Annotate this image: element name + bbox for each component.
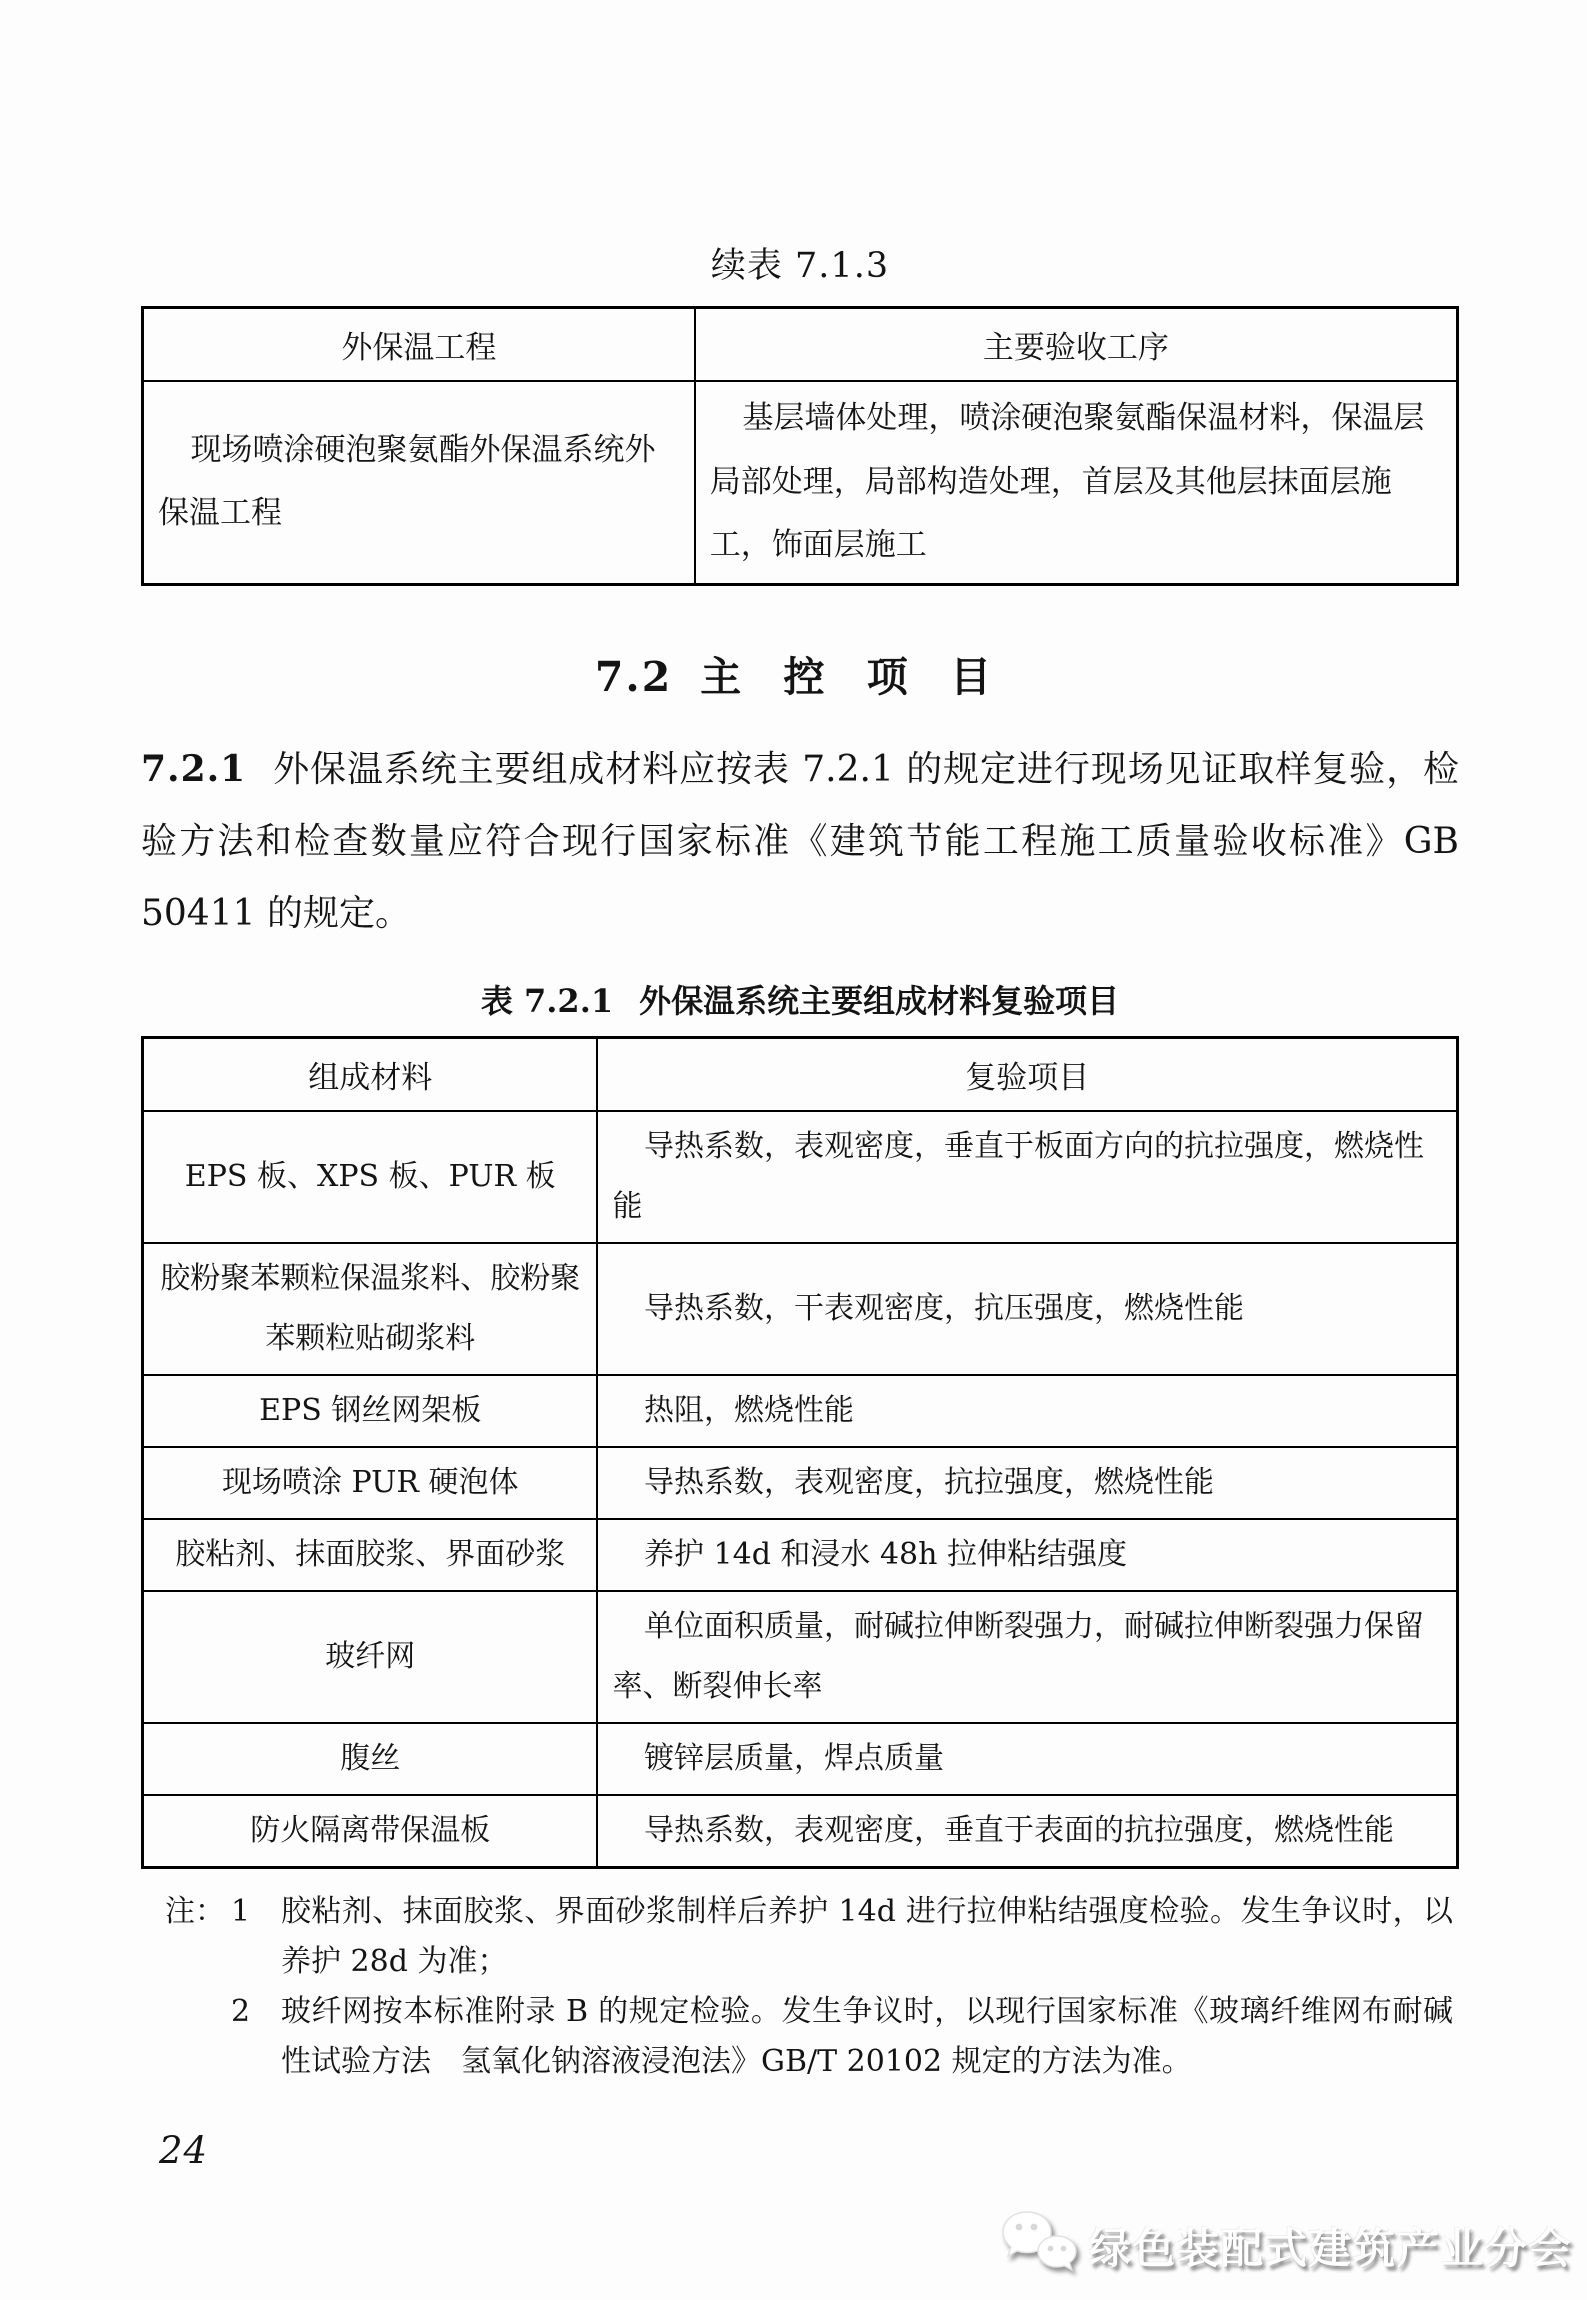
cell-items: 养护 14d 和浸水 48h 拉伸粘结强度 [597,1519,1457,1591]
cell-component: 玻纤网 [143,1591,598,1723]
cell-component: EPS 钢丝网架板 [143,1375,598,1447]
note-text: 玻纤网按本标准附录 B 的规定检验。发生争议时，以现行国家标准《玻璃纤维网布耐碱性试验方法 氢氧化钠溶液浸泡法》GB/T 20102 规定的方法为准。 [281,1993,1453,2079]
cell-items: 镀锌层质量，焊点质量 [597,1723,1457,1795]
column-header-component: 组成材料 [143,1037,598,1111]
table-row [143,1723,1458,1795]
table-row [143,1591,1458,1723]
cell-items: 导热系数，干表观密度，抗压强度，燃烧性能 [597,1243,1457,1375]
table-row [143,381,1458,584]
continued-table-title: 续表 7.1.3 [710,246,890,286]
cell-items: 导热系数，表观密度，垂直于板面方向的抗拉强度，燃烧性能 [597,1111,1457,1243]
table-notes [141,1887,1459,2087]
column-header-items: 复验项目 [597,1037,1457,1111]
cell-component: 胶粉聚苯颗粒保温浆料、胶粉聚苯颗粒贴砌浆料 [143,1243,598,1375]
section-heading [141,644,1459,703]
table-caption-number: 表 7.2.1 [480,981,614,1020]
column-header-procedure: 主要验收工序 [695,308,1458,382]
table-header-row [143,308,1458,382]
cell-items: 导热系数，表观密度，垂直于表面的抗拉强度，燃烧性能 [597,1795,1457,1868]
table-header-row [143,1037,1458,1111]
table-row [143,1795,1458,1868]
cell-items: 单位面积质量，耐碱拉伸断裂强力，耐碱拉伸断裂强力保留率、断裂伸长率 [597,1591,1457,1723]
clause-paragraph [141,733,1459,950]
table-row [143,1375,1458,1447]
reinspection-table [141,1036,1459,1869]
column-header-material: 外保温工程 [143,308,695,382]
cell-items: 导热系数，表观密度，抗拉强度，燃烧性能 [597,1447,1457,1519]
cell-material: 现场喷涂硬泡聚氨酯外保温系统外保温工程 [143,381,695,584]
cell-component: EPS 板、XPS 板、PUR 板 [143,1111,598,1243]
cell-items: 热阻，燃烧性能 [597,1375,1457,1447]
watermark-text: 绿色装配式建筑产业分会 [1088,2224,1573,2273]
page-number: 24 [159,2128,209,2172]
table-row [143,1243,1458,1375]
continued-table [141,306,1459,586]
table-row [143,1519,1458,1591]
cell-component: 胶粘剂、抹面胶浆、界面砂浆 [143,1519,598,1591]
notes-label: 注： [165,1893,225,1929]
section-number: 7.2 [594,652,673,701]
table-row [143,1111,1458,1243]
cell-component: 现场喷涂 PUR 硬泡体 [143,1447,598,1519]
note-item [165,1987,1459,2087]
table-row [143,1447,1458,1519]
note-number: 2 [231,1993,251,2029]
wechat-icon [1001,2210,1079,2282]
clause-number: 7.2.1 [141,747,247,790]
cell-component: 腹丝 [143,1723,598,1795]
clause-text: 外保温系统主要组成材料应按表 7.2.1 的规定进行现场见证取样复验，检验方法和检查数量应符合现行国家标准《建筑节能工程施工质量验收标准》GB 50411 的规定。 [141,748,1459,934]
note-text: 胶粘剂、抹面胶浆、界面砂浆制样后养护 14d 进行拉伸粘结强度检验。发生争议时，以养护 28d 为准； [281,1893,1453,1979]
section-title: 主 控 项 目 [700,652,1006,701]
table-caption-title: 外保温系统主要组成材料复验项目 [639,981,1120,1020]
cell-component: 防火隔离带保温板 [143,1795,598,1868]
note-number: 1 [231,1893,251,1929]
footer-watermark [1001,2210,1573,2282]
table-caption [141,976,1459,1022]
cell-procedure: 基层墙体处理，喷涂硬泡聚氨酯保温材料，保温层局部处理，局部构造处理，首层及其他层抹面层施工，饰面层施工 [695,381,1458,584]
note-item [165,1887,1459,1987]
